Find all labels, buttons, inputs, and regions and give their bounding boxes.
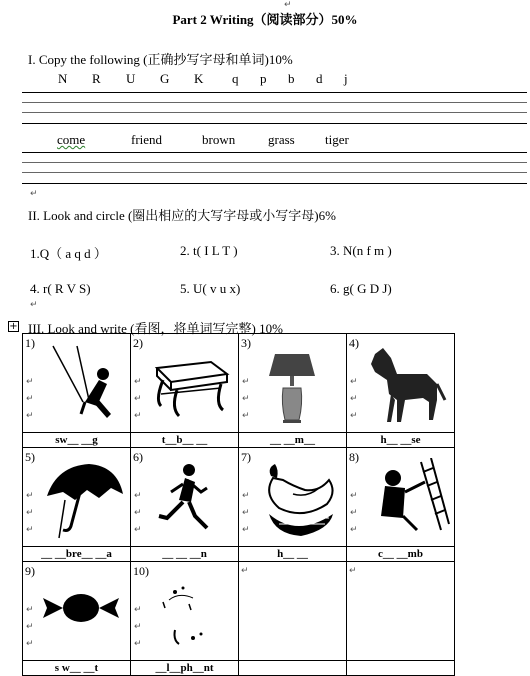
- writing-line: [22, 123, 527, 124]
- picture-cell: [347, 562, 455, 661]
- writing-line: [22, 183, 527, 184]
- writing-line: [22, 102, 527, 103]
- letter: G: [160, 71, 170, 86]
- letter: K: [194, 71, 204, 86]
- climb-icon: [361, 458, 451, 544]
- circle-item: 2. t( I L T ): [180, 243, 238, 258]
- item-number: 3): [241, 336, 251, 350]
- paragraph-mark: ↵: [284, 0, 292, 10]
- runner-icon: [145, 458, 235, 544]
- section2-heading: II. Look and circle (圈出相应的大写字母或小写字母)6%: [28, 208, 336, 223]
- table-move-handle-icon[interactable]: +: [9, 321, 18, 332]
- answer-cell: sw__ __g: [23, 433, 131, 448]
- answer-cell: [239, 661, 347, 676]
- answer-cell: c__ __mb: [347, 547, 455, 562]
- picture-cell: 7) ↵ ↵ ↵: [239, 448, 347, 547]
- paragraph-mark: ↵: [30, 189, 38, 199]
- writing-line: [22, 112, 527, 113]
- picture-table: [22, 333, 455, 676]
- item-number: 7): [241, 450, 251, 464]
- letter: d: [316, 71, 323, 86]
- picture-cell: 2) ↵ ↵ ↵: [131, 334, 239, 433]
- circle-item: 6. g( G D J): [330, 281, 392, 296]
- picture-cell: 5) ↵ ↵ ↵: [23, 448, 131, 547]
- word: brown: [202, 132, 236, 147]
- circle-item: 3. N(n f m ): [330, 243, 392, 258]
- circle-item: 1.Q（ a q d ）: [30, 246, 107, 261]
- lamp-icon: [253, 344, 343, 430]
- answer-cell: __ __m__: [239, 433, 347, 448]
- paragraph-mark: ↵: [30, 300, 38, 310]
- hen-icon: [253, 458, 343, 544]
- paragraph-mark: ↵: [241, 566, 249, 576]
- writing-line: [22, 92, 527, 93]
- picture-cell: 1) ↵ ↵ ↵: [23, 334, 131, 433]
- table-icon: [145, 344, 235, 430]
- letter: b: [288, 71, 295, 86]
- letter: p: [260, 71, 267, 86]
- item-number: 6): [133, 450, 143, 464]
- answer-cell: t__b__ __: [131, 433, 239, 448]
- page-title: Part 2 Writing（阅读部分）50%: [172, 12, 358, 27]
- word: [57, 132, 85, 148]
- picture-cell: 6) ↵ ↵ ↵: [131, 448, 239, 547]
- item-number: 5): [25, 450, 35, 464]
- circle-item: 4. r( R V S): [30, 281, 91, 296]
- section1-heading: I. Copy the following (正确抄写字母和单词)10%: [28, 52, 293, 67]
- picture-cell: 8) ↵ ↵ ↵: [347, 448, 455, 547]
- item-number: 4): [349, 336, 359, 350]
- answer-cell: __l__ph__nt: [131, 661, 239, 676]
- horse-icon: [361, 344, 451, 430]
- paragraph-mark: ↵: [349, 566, 357, 576]
- word-text: come: [57, 132, 86, 147]
- letter: j: [344, 71, 348, 86]
- picture-cell: 10) ↵ ↵ ↵: [131, 562, 239, 661]
- letters-row: [58, 71, 378, 87]
- word: grass: [268, 132, 295, 147]
- letter: q: [232, 71, 239, 86]
- letter: N: [58, 71, 68, 86]
- writing-line: [22, 172, 527, 173]
- picture-cell: 4) ↵ ↵ ↵: [347, 334, 455, 433]
- answer-cell: [347, 661, 455, 676]
- writing-line: [22, 162, 527, 163]
- item-number: 10): [133, 564, 149, 578]
- elephant-icon: [145, 572, 235, 658]
- letter: R: [92, 71, 101, 86]
- item-number: 8): [349, 450, 359, 464]
- umbrella-icon: [37, 458, 127, 544]
- writing-line: [22, 152, 527, 153]
- answer-cell: h__ __: [239, 547, 347, 562]
- answer-cell: __ __bre__ __a: [23, 547, 131, 562]
- picture-cell: [239, 562, 347, 661]
- item-number: 1): [25, 336, 35, 350]
- answer-cell: __ __ __n: [131, 547, 239, 562]
- swing-icon: [37, 344, 127, 430]
- picture-cell: 9) ↵ ↵ ↵: [23, 562, 131, 661]
- picture-cell: 3) ↵ ↵ ↵: [239, 334, 347, 433]
- word: tiger: [325, 132, 349, 147]
- item-number: 9): [25, 564, 35, 578]
- answer-cell: s w__ __t: [23, 661, 131, 676]
- word: friend: [131, 132, 163, 147]
- sweet-icon: [37, 572, 127, 658]
- item-number: 2): [133, 336, 143, 350]
- section3-heading: III. Look and write (看图，将单词写完整) 10%: [28, 321, 283, 336]
- circle-item: 5. U( v u x): [180, 281, 241, 296]
- answer-cell: h__ __se: [347, 433, 455, 448]
- letter: U: [126, 71, 136, 86]
